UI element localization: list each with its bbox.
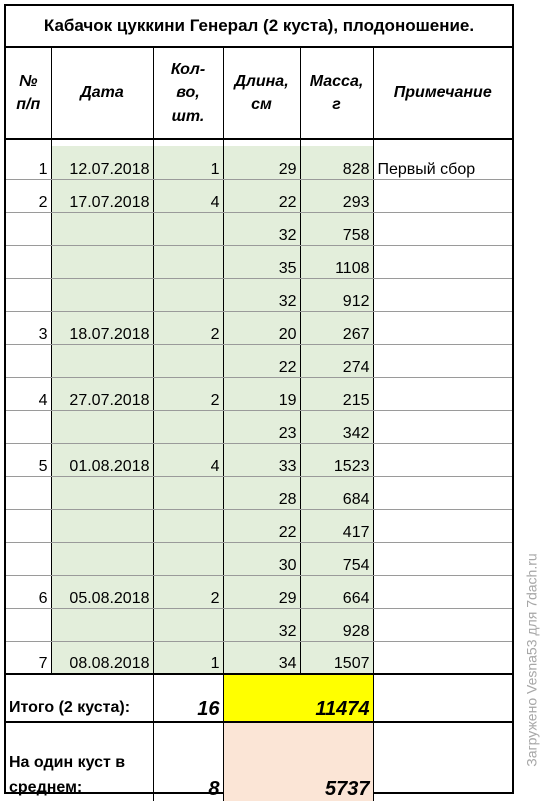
cell-qty: 4 — [153, 179, 223, 212]
cell-note — [373, 608, 512, 641]
cell-note — [373, 245, 512, 278]
cell-length: 35 — [223, 245, 300, 278]
cell-length: 28 — [223, 476, 300, 509]
cell-qty: 1 — [153, 146, 223, 179]
cell-date — [51, 476, 153, 509]
cell-num — [6, 278, 51, 311]
cell-mass: 1507 — [300, 641, 373, 674]
average-row — [6, 722, 512, 801]
cell-date — [51, 542, 153, 575]
cell-note — [373, 278, 512, 311]
cell-qty — [153, 245, 223, 278]
cell-length: 29 — [223, 575, 300, 608]
cell-qty: 2 — [153, 377, 223, 410]
header-date: Дата — [51, 48, 153, 139]
cell-note — [373, 377, 512, 410]
cell-mass: 664 — [300, 575, 373, 608]
cell-length: 22 — [223, 344, 300, 377]
cell-num: 3 — [6, 311, 51, 344]
cell-mass: 928 — [300, 608, 373, 641]
cell-mass: 758 — [300, 212, 373, 245]
cell-mass: 828 — [300, 146, 373, 179]
cell-qty — [153, 278, 223, 311]
cell-num — [6, 509, 51, 542]
header-num: № п/п — [6, 48, 51, 139]
cell-date: 18.07.2018 — [51, 311, 153, 344]
cell-date: 17.07.2018 — [51, 179, 153, 212]
cell-date: 05.08.2018 — [51, 575, 153, 608]
cell-num — [6, 344, 51, 377]
cell-mass: 267 — [300, 311, 373, 344]
cell-note — [373, 410, 512, 443]
cell-qty — [153, 410, 223, 443]
cell-mass: 684 — [300, 476, 373, 509]
table-row — [6, 278, 512, 311]
cell-length: 32 — [223, 608, 300, 641]
table-row — [6, 641, 512, 674]
cell-num: 5 — [6, 443, 51, 476]
cell-date — [51, 245, 153, 278]
cell-qty — [153, 212, 223, 245]
cell-date: 27.07.2018 — [51, 377, 153, 410]
spacer-row — [6, 139, 512, 146]
cell-mass: 215 — [300, 377, 373, 410]
cell-mass: 1108 — [300, 245, 373, 278]
cell-num — [6, 245, 51, 278]
cell-qty: 1 — [153, 641, 223, 674]
table-row — [6, 146, 512, 179]
cell-length: 23 — [223, 410, 300, 443]
cell-num — [6, 212, 51, 245]
cell-note — [373, 476, 512, 509]
cell-length: 22 — [223, 509, 300, 542]
cell-num: 7 — [6, 641, 51, 674]
table-row — [6, 410, 512, 443]
cell-date — [51, 344, 153, 377]
cell-num: 2 — [6, 179, 51, 212]
average-label: На один куст в среднем: — [6, 722, 153, 801]
cell-date: 08.08.2018 — [51, 641, 153, 674]
cell-date: 01.08.2018 — [51, 443, 153, 476]
cell-note — [373, 509, 512, 542]
cell-note — [373, 641, 512, 674]
cell-num — [6, 476, 51, 509]
total-row — [6, 674, 512, 722]
table-row — [6, 443, 512, 476]
header-mass: Масса, г — [300, 48, 373, 139]
cell-length: 32 — [223, 278, 300, 311]
cell-qty — [153, 476, 223, 509]
table-row — [6, 212, 512, 245]
average-mass: 5737 — [223, 722, 373, 801]
cell-qty: 2 — [153, 575, 223, 608]
cell-length: 34 — [223, 641, 300, 674]
table-row — [6, 377, 512, 410]
cell-date — [51, 509, 153, 542]
total-mass: 11474 — [223, 674, 373, 722]
table-row — [6, 608, 512, 641]
total-note-empty — [373, 674, 512, 722]
cell-length: 32 — [223, 212, 300, 245]
cell-qty: 4 — [153, 443, 223, 476]
table-row — [6, 311, 512, 344]
watermark-text: Загружено Vesna53 для 7dach.ru — [524, 553, 540, 767]
cell-num: 6 — [6, 575, 51, 608]
spreadsheet — [4, 4, 514, 800]
average-note-empty — [373, 722, 512, 801]
cell-num — [6, 542, 51, 575]
table-row — [6, 245, 512, 278]
cell-date — [51, 212, 153, 245]
average-qty: 8 — [153, 722, 223, 801]
table-row — [6, 575, 512, 608]
cell-note — [373, 179, 512, 212]
cell-num — [6, 410, 51, 443]
cell-mass: 1523 — [300, 443, 373, 476]
cell-num — [6, 608, 51, 641]
sheet-title: Кабачок цуккини Генерал (2 куста), плодоношение. — [6, 6, 512, 48]
cell-length: 22 — [223, 179, 300, 212]
header-row — [6, 48, 512, 139]
table-row — [6, 179, 512, 212]
cell-qty — [153, 542, 223, 575]
cell-note — [373, 443, 512, 476]
cell-length: 20 — [223, 311, 300, 344]
watermark — [520, 520, 544, 800]
cell-mass: 342 — [300, 410, 373, 443]
cell-note — [373, 575, 512, 608]
cell-qty — [153, 344, 223, 377]
cell-num: 4 — [6, 377, 51, 410]
cell-length: 30 — [223, 542, 300, 575]
cell-date: 12.07.2018 — [51, 146, 153, 179]
cell-num: 1 — [6, 146, 51, 179]
cell-date — [51, 608, 153, 641]
table-row — [6, 344, 512, 377]
cell-note — [373, 311, 512, 344]
cell-note: Первый сбор — [373, 146, 512, 179]
cell-date — [51, 278, 153, 311]
table-row — [6, 476, 512, 509]
cell-length: 29 — [223, 146, 300, 179]
cell-qty — [153, 509, 223, 542]
cell-mass: 912 — [300, 278, 373, 311]
cell-length: 33 — [223, 443, 300, 476]
cell-mass: 274 — [300, 344, 373, 377]
cell-qty — [153, 608, 223, 641]
cell-mass: 417 — [300, 509, 373, 542]
table-row — [6, 509, 512, 542]
cell-note — [373, 344, 512, 377]
table-row — [6, 542, 512, 575]
cell-mass: 754 — [300, 542, 373, 575]
cell-note — [373, 542, 512, 575]
cell-note — [373, 212, 512, 245]
harvest-table — [6, 48, 512, 801]
cell-mass: 293 — [300, 179, 373, 212]
header-note: Примечание — [373, 48, 512, 139]
header-length: Длина, см — [223, 48, 300, 139]
cell-length: 19 — [223, 377, 300, 410]
cell-date — [51, 410, 153, 443]
cell-qty: 2 — [153, 311, 223, 344]
total-qty: 16 — [153, 674, 223, 722]
header-qty: Кол- во, шт. — [153, 48, 223, 139]
total-label: Итого (2 куста): — [6, 674, 153, 722]
